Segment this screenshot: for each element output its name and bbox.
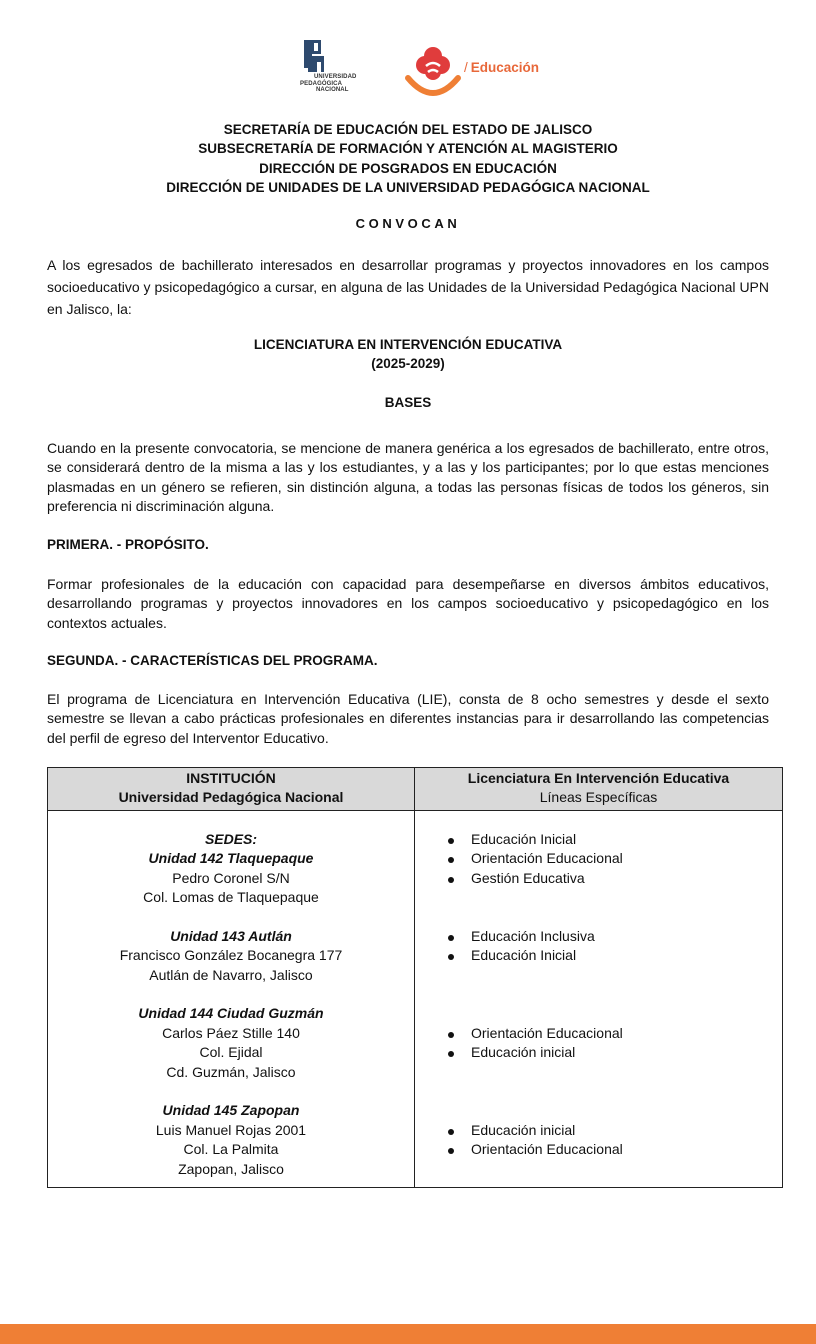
- unit-address-line: Cd. Guzmán, Jalisco: [166, 1063, 296, 1080]
- list-item: Educación Inicial: [415, 830, 778, 849]
- table-header-institution: INSTITUCIÓN Universidad Pedagógica Nacional: [48, 768, 415, 811]
- convocan-title: CONVOCAN: [355, 216, 461, 231]
- bases-paragraph: Cuando en la presente convocatoria, se mencione de manera genérica a los egresados de bachillerato, entre otros, se considerará dentro de la misma a las y los estudiantes, y a las y los participantes; por lo que estas menciones plasmadas en un género se refieren, sin distinción alguna, a todas las personas físicas de todos los géneros, sin preferencia ni discriminación alguna.: [47, 440, 769, 515]
- header-line: SECRETARÍA DE EDUCACIÓN DEL ESTADO DE JALISCO: [223, 122, 593, 137]
- education-label: / Educación: [464, 60, 540, 75]
- header-line: DIRECCIÓN DE POSGRADOS EN EDUCACIÓN: [259, 160, 557, 176]
- upn-logo-text: UNIVERSIDAD PEDAGÓGICA NACIONAL: [300, 74, 357, 93]
- institution-table: [47, 767, 783, 1188]
- education-logo-icon: [402, 38, 464, 100]
- table-header-row: [48, 768, 783, 811]
- bases-title: BASES: [384, 395, 432, 410]
- unit-145-lines: [415, 1121, 778, 1160]
- program-years: (2025-2029): [371, 356, 445, 372]
- unit-address-line: Carlos Páez Stille 140: [162, 1024, 300, 1041]
- unit-name: Unidad 142 Tlaquepaque: [148, 850, 314, 867]
- list-item: Orientación Educacional: [415, 1140, 778, 1159]
- unit-address-line: Zapopan, Jalisco: [178, 1160, 284, 1177]
- list-item: Educación Inclusiva: [415, 927, 778, 946]
- segunda-title: SEGUNDA. - CARACTERÍSTICAS DEL PROGRAMA.: [47, 653, 378, 668]
- program-name: LICENCIATURA EN INTERVENCIÓN EDUCATIVA: [253, 337, 563, 352]
- segunda-paragraph: El programa de Licenciatura en Intervención Educativa (LIE), consta de 8 ocho semestres y desde el sexto semestre se llevan a cabo prácticas profesionales en diferentes instancias para ir desarrollando las competencias del perfil de egreso del Interventor Educativo.: [47, 691, 769, 746]
- unit-name: Unidad 145 Zapopan: [162, 1102, 300, 1119]
- list-item: Educación inicial: [415, 1121, 778, 1140]
- table-row: [48, 810, 783, 1187]
- list-item: Gestión Educativa: [415, 869, 778, 888]
- unit-name: Unidad 144 Ciudad Guzmán: [138, 1005, 324, 1022]
- list-item: Educación Inicial: [415, 946, 778, 965]
- footer-bar: [0, 1324, 816, 1344]
- list-item: Educación inicial: [415, 1043, 778, 1062]
- unit-address-line: Col. Ejidal: [199, 1044, 263, 1061]
- unit-address-line: Pedro Coronel S/N: [172, 869, 290, 886]
- primera-title: PRIMERA. - PROPÓSITO.: [47, 537, 209, 552]
- institution-headers: [0, 120, 816, 198]
- unit-144-lines: [415, 1024, 778, 1063]
- unit-address-line: Francisco González Bocanegra 177: [119, 947, 343, 964]
- unit-142-lines: [415, 830, 778, 888]
- primera-paragraph: Formar profesionales de la educación con capacidad para desempeñarse en diversos ámbitos educativos, desarrollando programas y proyectos innovadores en los campos socioeducativo y psicopedagógico en los contextos actuales.: [47, 576, 769, 631]
- unit-name: Unidad 143 Autlán: [170, 927, 292, 944]
- header-line: SUBSECRETARÍA DE FORMACIÓN Y ATENCIÓN AL MAGISTERIO: [198, 141, 618, 157]
- unit-address-line: Luis Manuel Rojas 2001: [155, 1121, 307, 1138]
- sedes-label: SEDES:: [204, 830, 258, 847]
- list-item: Orientación Educacional: [415, 849, 778, 868]
- unit-143-lines: [415, 927, 778, 966]
- intro-paragraph: A los egresados de bachillerato interesados en desarrollar programas y proyectos innovadores en los campos socioeducativo y psicopedagógico a cursar, en alguna de las Unidades de la Universidad Pedagógica Nacional UPN en Jalisco, la:: [47, 257, 769, 317]
- lines-cell: [415, 810, 783, 1187]
- unit-address-line: Autlán de Navarro, Jalisco: [149, 966, 313, 983]
- sedes-cell: [48, 810, 415, 1187]
- logos-header: [0, 38, 816, 100]
- header-line: DIRECCIÓN DE UNIDADES DE LA UNIVERSIDAD PEDAGÓGICA NACIONAL: [166, 180, 650, 196]
- list-item: Orientación Educacional: [415, 1024, 778, 1043]
- unit-address-line: Col. La Palmita: [183, 1141, 279, 1158]
- unit-address-line: Col. Lomas de Tlaquepaque: [143, 889, 319, 906]
- program-title: [0, 335, 816, 374]
- table-header-program: Licenciatura En Intervención Educativa Líneas Específicas: [415, 768, 783, 811]
